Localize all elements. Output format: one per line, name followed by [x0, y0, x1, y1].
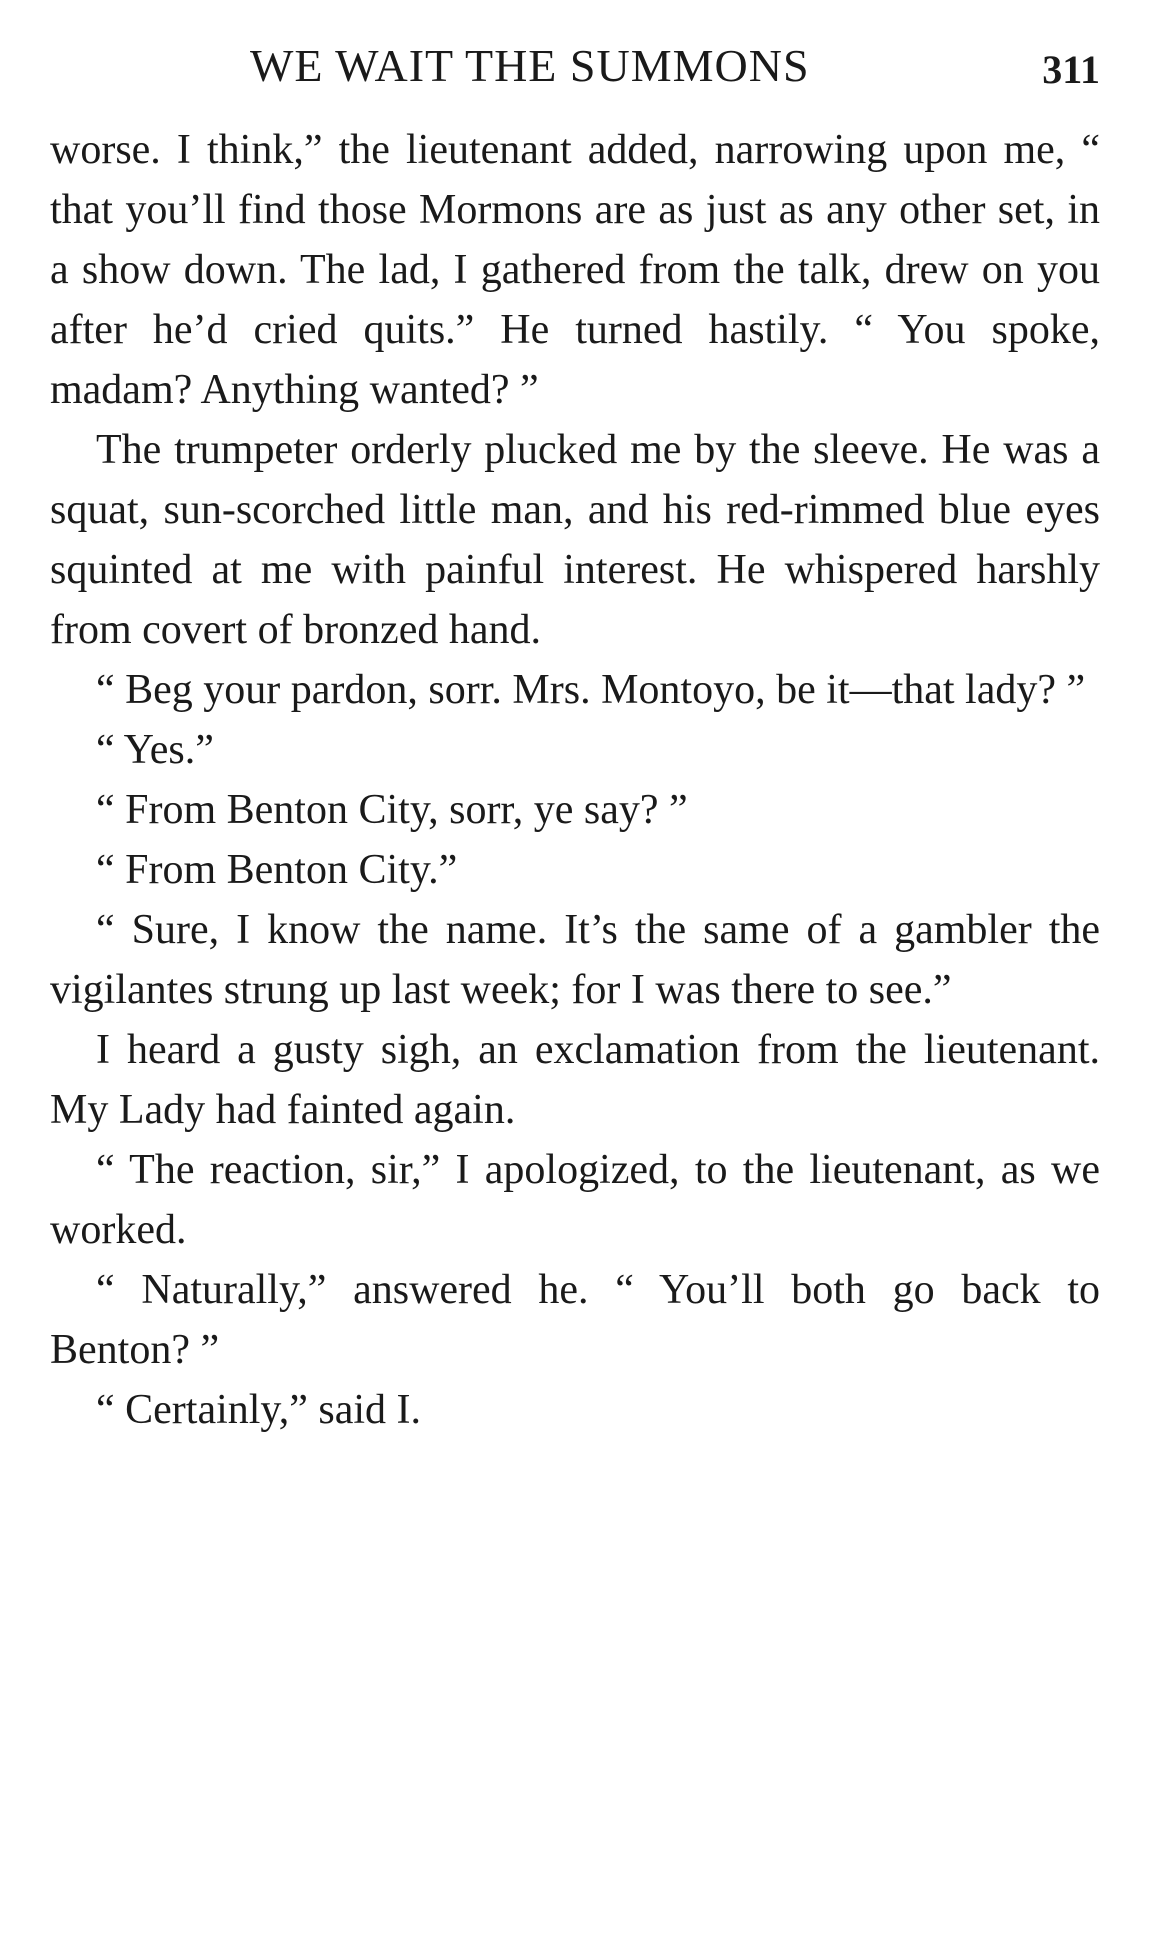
- paragraph: The trumpeter orderly plucked me by the sleeve. He was a squat, sun-scorched little man, and his red-rimmed blue eyes squinted at me with painful interest. He whispered harshly from covert of bronzed hand.: [50, 427, 1100, 653]
- chapter-title: WE WAIT THE SUMMONS: [250, 40, 810, 91]
- paragraph: “ Certainly,” said I.: [96, 1387, 421, 1433]
- paragraph: I heard a gusty sigh, an exclamation from the lieutenant. My Lady had fainted again.: [50, 1027, 1100, 1133]
- running-head: [50, 36, 1100, 96]
- paragraph: “ Yes.”: [96, 727, 214, 773]
- body-text: [50, 120, 1100, 1440]
- paragraph: worse. I think,” the lieutenant added, narrowing upon me, “ that you’ll find those Mormons are as just as any other set, in a show down. The lad, I gathered from the talk, drew on you after he’d cried quits.” He turned hastily. “ You spoke, madam? Anything wanted? ”: [50, 127, 1100, 413]
- paragraph: “ The reaction, sir,” I apologized, to the lieutenant, as we worked.: [50, 1147, 1100, 1253]
- page-number: 311: [1042, 47, 1100, 92]
- paragraph: “ Beg your pardon, sorr. Mrs. Montoyo, be it—that lady? ”: [96, 667, 1086, 713]
- paragraph: “ Sure, I know the name. It’s the same of a gambler the vigilantes strung up last week; for I was there to see.”: [50, 907, 1100, 1013]
- paragraph: “ From Benton City.”: [96, 847, 458, 893]
- paragraph: “ From Benton City, sorr, ye say? ”: [96, 787, 688, 833]
- paragraph: “ Naturally,” answered he. “ You’ll both go back to Benton? ”: [50, 1267, 1100, 1373]
